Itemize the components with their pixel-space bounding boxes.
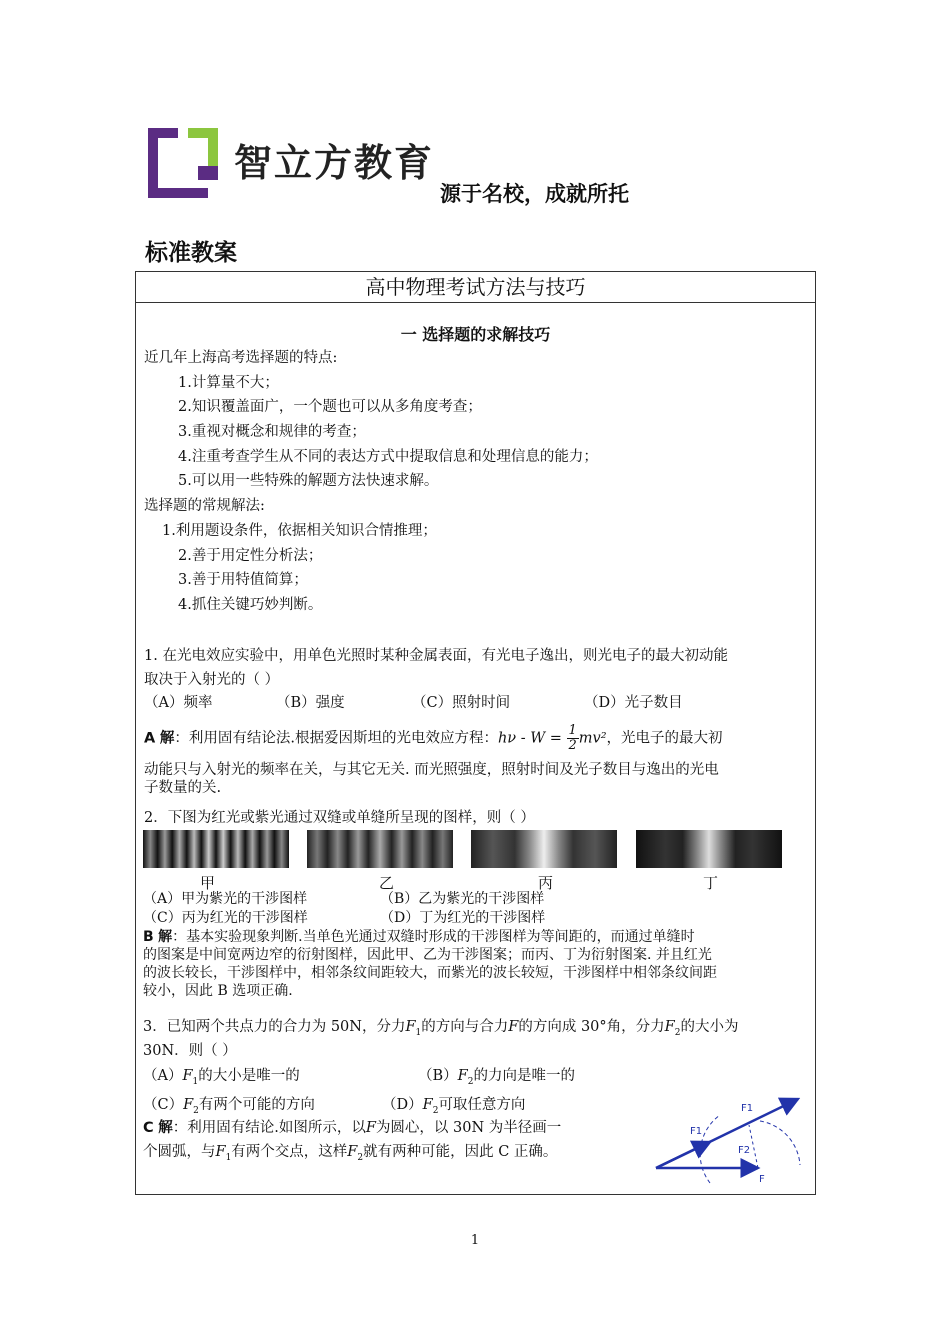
q2-option: （B）乙为紫光的干涉图样 bbox=[380, 891, 545, 907]
q1-option: （D）光子数目 bbox=[584, 695, 683, 711]
answer-text: ：基本实验现象判断.当单色光通过双缝时形成的干涉图样为等间距的，而通过单缝时 bbox=[172, 929, 695, 945]
pattern-label: 丙 bbox=[538, 874, 554, 892]
q2-answer-line: 较小，因此 B 选项正确. bbox=[143, 983, 293, 999]
pattern-image-jia bbox=[143, 830, 289, 868]
pattern-image-bing bbox=[471, 830, 617, 868]
answer-letter: C bbox=[143, 1120, 154, 1136]
diagram-label-f1: F1 bbox=[690, 1126, 703, 1137]
answer-word: 解 bbox=[158, 929, 173, 945]
q3-answer: C 解：利用固有结论.如图所示，以F为圆心，以 30N 为半径画一 bbox=[143, 1120, 562, 1136]
method-item: 4.抓住关键巧妙判断。 bbox=[178, 597, 323, 613]
q3-option: $(A)F_1$的大小是唯一的 bbox=[143, 1068, 300, 1087]
section-title: 一 选择题的求解技巧 bbox=[400, 325, 551, 344]
q3-stem: 3．已知两个共点力的合力为 50N，分力$F_1$的方向与合力F的方向成 30°角，分力$F_2$的大小为 bbox=[143, 1019, 739, 1038]
q3-stem: 30N．则（ ） bbox=[143, 1043, 237, 1059]
brand-name: 智立方教育 bbox=[234, 141, 435, 185]
methods-heading: 选择题的常规解法: bbox=[144, 498, 265, 514]
answer-text: ，光电子的最大初 bbox=[606, 730, 723, 747]
pattern-label: 丁 bbox=[703, 874, 719, 892]
q2-answer-line: 的波长较长，干涉图样中，相邻条纹间距较大，而紫光的波长较短，干涉图样中相邻条纹间距 bbox=[143, 965, 717, 981]
pattern-image-ding bbox=[636, 830, 782, 868]
answer-word: 解 bbox=[159, 730, 175, 747]
pattern-label: 甲 bbox=[200, 874, 216, 892]
answer-word: 解 bbox=[158, 1120, 173, 1136]
q1-answer bbox=[144, 724, 723, 753]
q1-option: （C）照射时间 bbox=[412, 695, 511, 711]
method-item: 1.利用题设条件，依据相关知识合情推理； bbox=[162, 523, 437, 539]
diagram-label-f1: F1 bbox=[741, 1103, 754, 1114]
q1-stem: 1. 在光电效应实验中，用单色光照时某种金属表面，有光电子逸出，则光电子的最大初动能 bbox=[144, 648, 728, 664]
q2-answer bbox=[143, 928, 695, 946]
q3-option: $(D)F_2$可取任意方向 bbox=[382, 1097, 526, 1116]
pattern-label: 乙 bbox=[379, 874, 395, 892]
method-item: 3.善于用特值简算； bbox=[178, 572, 308, 588]
q2-option: （A）甲为紫光的干涉图样 bbox=[143, 891, 308, 907]
formula-rhs: mv² bbox=[578, 730, 607, 747]
answer-letter: A bbox=[144, 730, 156, 747]
answer-text: ：利用固有结论法.根据爱因斯坦的光电效应方程： bbox=[174, 730, 498, 747]
q3-answer-line: 个圆弧，与$F_1$有两个交点，这样$F_2$就有两种可能，因此 C 正确。 bbox=[143, 1144, 558, 1163]
pattern-image-yi bbox=[307, 830, 453, 868]
q2-stem: 2．下图为红光或紫光通过双缝或单缝所呈现的图样，则（ ） bbox=[144, 810, 535, 826]
answer-letter: B bbox=[143, 929, 154, 945]
formula-fraction: $\frac{1}{2}$ bbox=[568, 723, 577, 753]
q1-option: （B）强度 bbox=[276, 695, 345, 711]
doc-type-heading: 标准教案 bbox=[145, 240, 237, 266]
q1-stem: 取决于入射光的（ ） bbox=[144, 672, 280, 688]
q3-option: $(B)F_2$的力向是唯一的 bbox=[418, 1068, 575, 1087]
method-item: 2.善于用定性分析法； bbox=[178, 548, 323, 564]
q2-option: （D）丁为红光的干涉图样 bbox=[380, 910, 546, 926]
q3-option: $(C)F_2$有两个可能的方向 bbox=[143, 1097, 315, 1116]
q1-answer-line: 动能只与入射光的频率在关，与其它无关. 而光照强度，照射时间及光子数目与逸出的光电 bbox=[144, 762, 719, 778]
q1-answer-line: 子数量的关. bbox=[144, 780, 222, 796]
slogan: 源于名校，成就所托 bbox=[440, 182, 629, 206]
q2-option: （C）丙为红光的干涉图样 bbox=[143, 910, 308, 926]
diagram-label-f: F bbox=[759, 1174, 765, 1185]
lesson-table bbox=[135, 271, 816, 1195]
force-diagram bbox=[650, 1095, 810, 1185]
features-heading: 近几年上海高考选择题的特点: bbox=[144, 350, 338, 366]
feature-item: 1.计算量不大； bbox=[178, 375, 279, 391]
feature-item: 2.知识覆盖面广，一个题也可以从多角度考查； bbox=[178, 399, 482, 415]
formula-lhs: hν - W = bbox=[497, 730, 562, 747]
q1-option: （A）频率 bbox=[144, 695, 213, 711]
page-number: 1 bbox=[470, 1233, 480, 1248]
lesson-title: 高中物理考试方法与技巧 bbox=[136, 272, 815, 303]
feature-item: 5.可以用一些特殊的解题方法快速求解。 bbox=[178, 473, 439, 489]
feature-item: 4.注重考查学生从不同的表达方式中提取信息和处理信息的能力； bbox=[178, 449, 598, 465]
diagram-label-f2: F2 bbox=[738, 1145, 751, 1156]
brand-logo-mark bbox=[148, 128, 218, 198]
feature-item: 3.重视对概念和规律的考查； bbox=[178, 424, 366, 440]
q2-answer-line: 的图案是中间宽两边窄的衍射图样，因此甲、乙为干涉图案；而丙、丁为衍射图案. 并且红光 bbox=[143, 947, 712, 963]
